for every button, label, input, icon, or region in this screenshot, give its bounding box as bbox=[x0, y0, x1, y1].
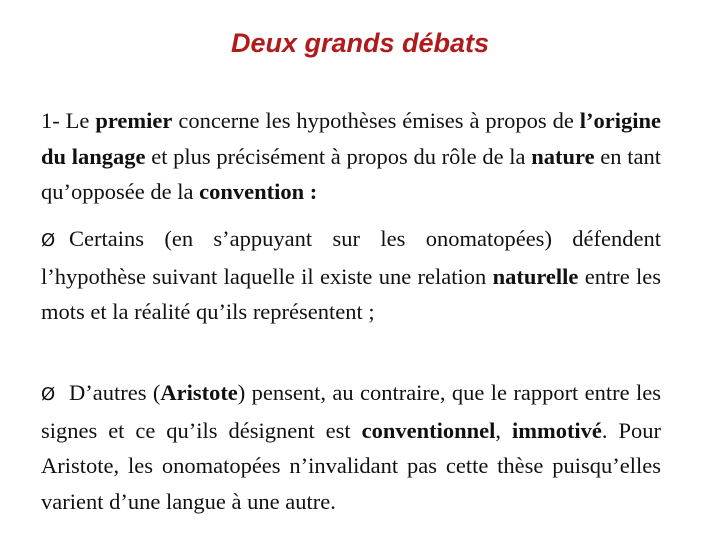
bold-run: nature bbox=[531, 143, 595, 169]
text-run: , bbox=[495, 417, 512, 443]
text-run: D’autres ( bbox=[69, 380, 161, 405]
text-run: entre les mots et la réalité qu’ils représentent ; bbox=[41, 263, 661, 324]
page-title: Deux grands débats bbox=[230, 28, 490, 58]
text-run: en tant qu’opposée de la bbox=[41, 143, 661, 204]
bullet-paragraph-conventional bbox=[41, 375, 661, 519]
bold-run: l’origine du langage bbox=[41, 108, 661, 169]
text-run: ) pensent, au contraire, que le rapport entre les signes et ce qu’ils désignent est bbox=[41, 380, 661, 443]
text-run: 1- Le bbox=[41, 108, 96, 133]
text-run: et plus précisément à propos du rôle de la bbox=[145, 143, 532, 169]
paragraph-first-debate bbox=[41, 103, 661, 210]
bold-run: naturelle bbox=[492, 263, 579, 289]
bold-run: premier bbox=[95, 108, 173, 133]
bold-run: conventionnel bbox=[361, 417, 496, 443]
bullet-paragraph-natural bbox=[41, 221, 661, 330]
text-run: Certains (en s’appuyant sur les onomatopées) défendent l’hypothèse suivant laquelle il existe une relation bbox=[41, 226, 661, 289]
bold-run: Aristote bbox=[160, 380, 238, 405]
bold-run: convention : bbox=[199, 179, 318, 204]
text-run: . Pour Aristote, les onomatopées n’invalidant pas cette thèse puisqu’elles varient d’une langue à une autre. bbox=[41, 417, 661, 514]
text-run: concerne les hypothèses émises à propos de bbox=[172, 108, 580, 133]
bold-run: immotivé bbox=[511, 417, 602, 443]
arrow-bullet-icon: Ø bbox=[41, 230, 56, 251]
arrow-bullet-icon: Ø bbox=[41, 384, 56, 405]
